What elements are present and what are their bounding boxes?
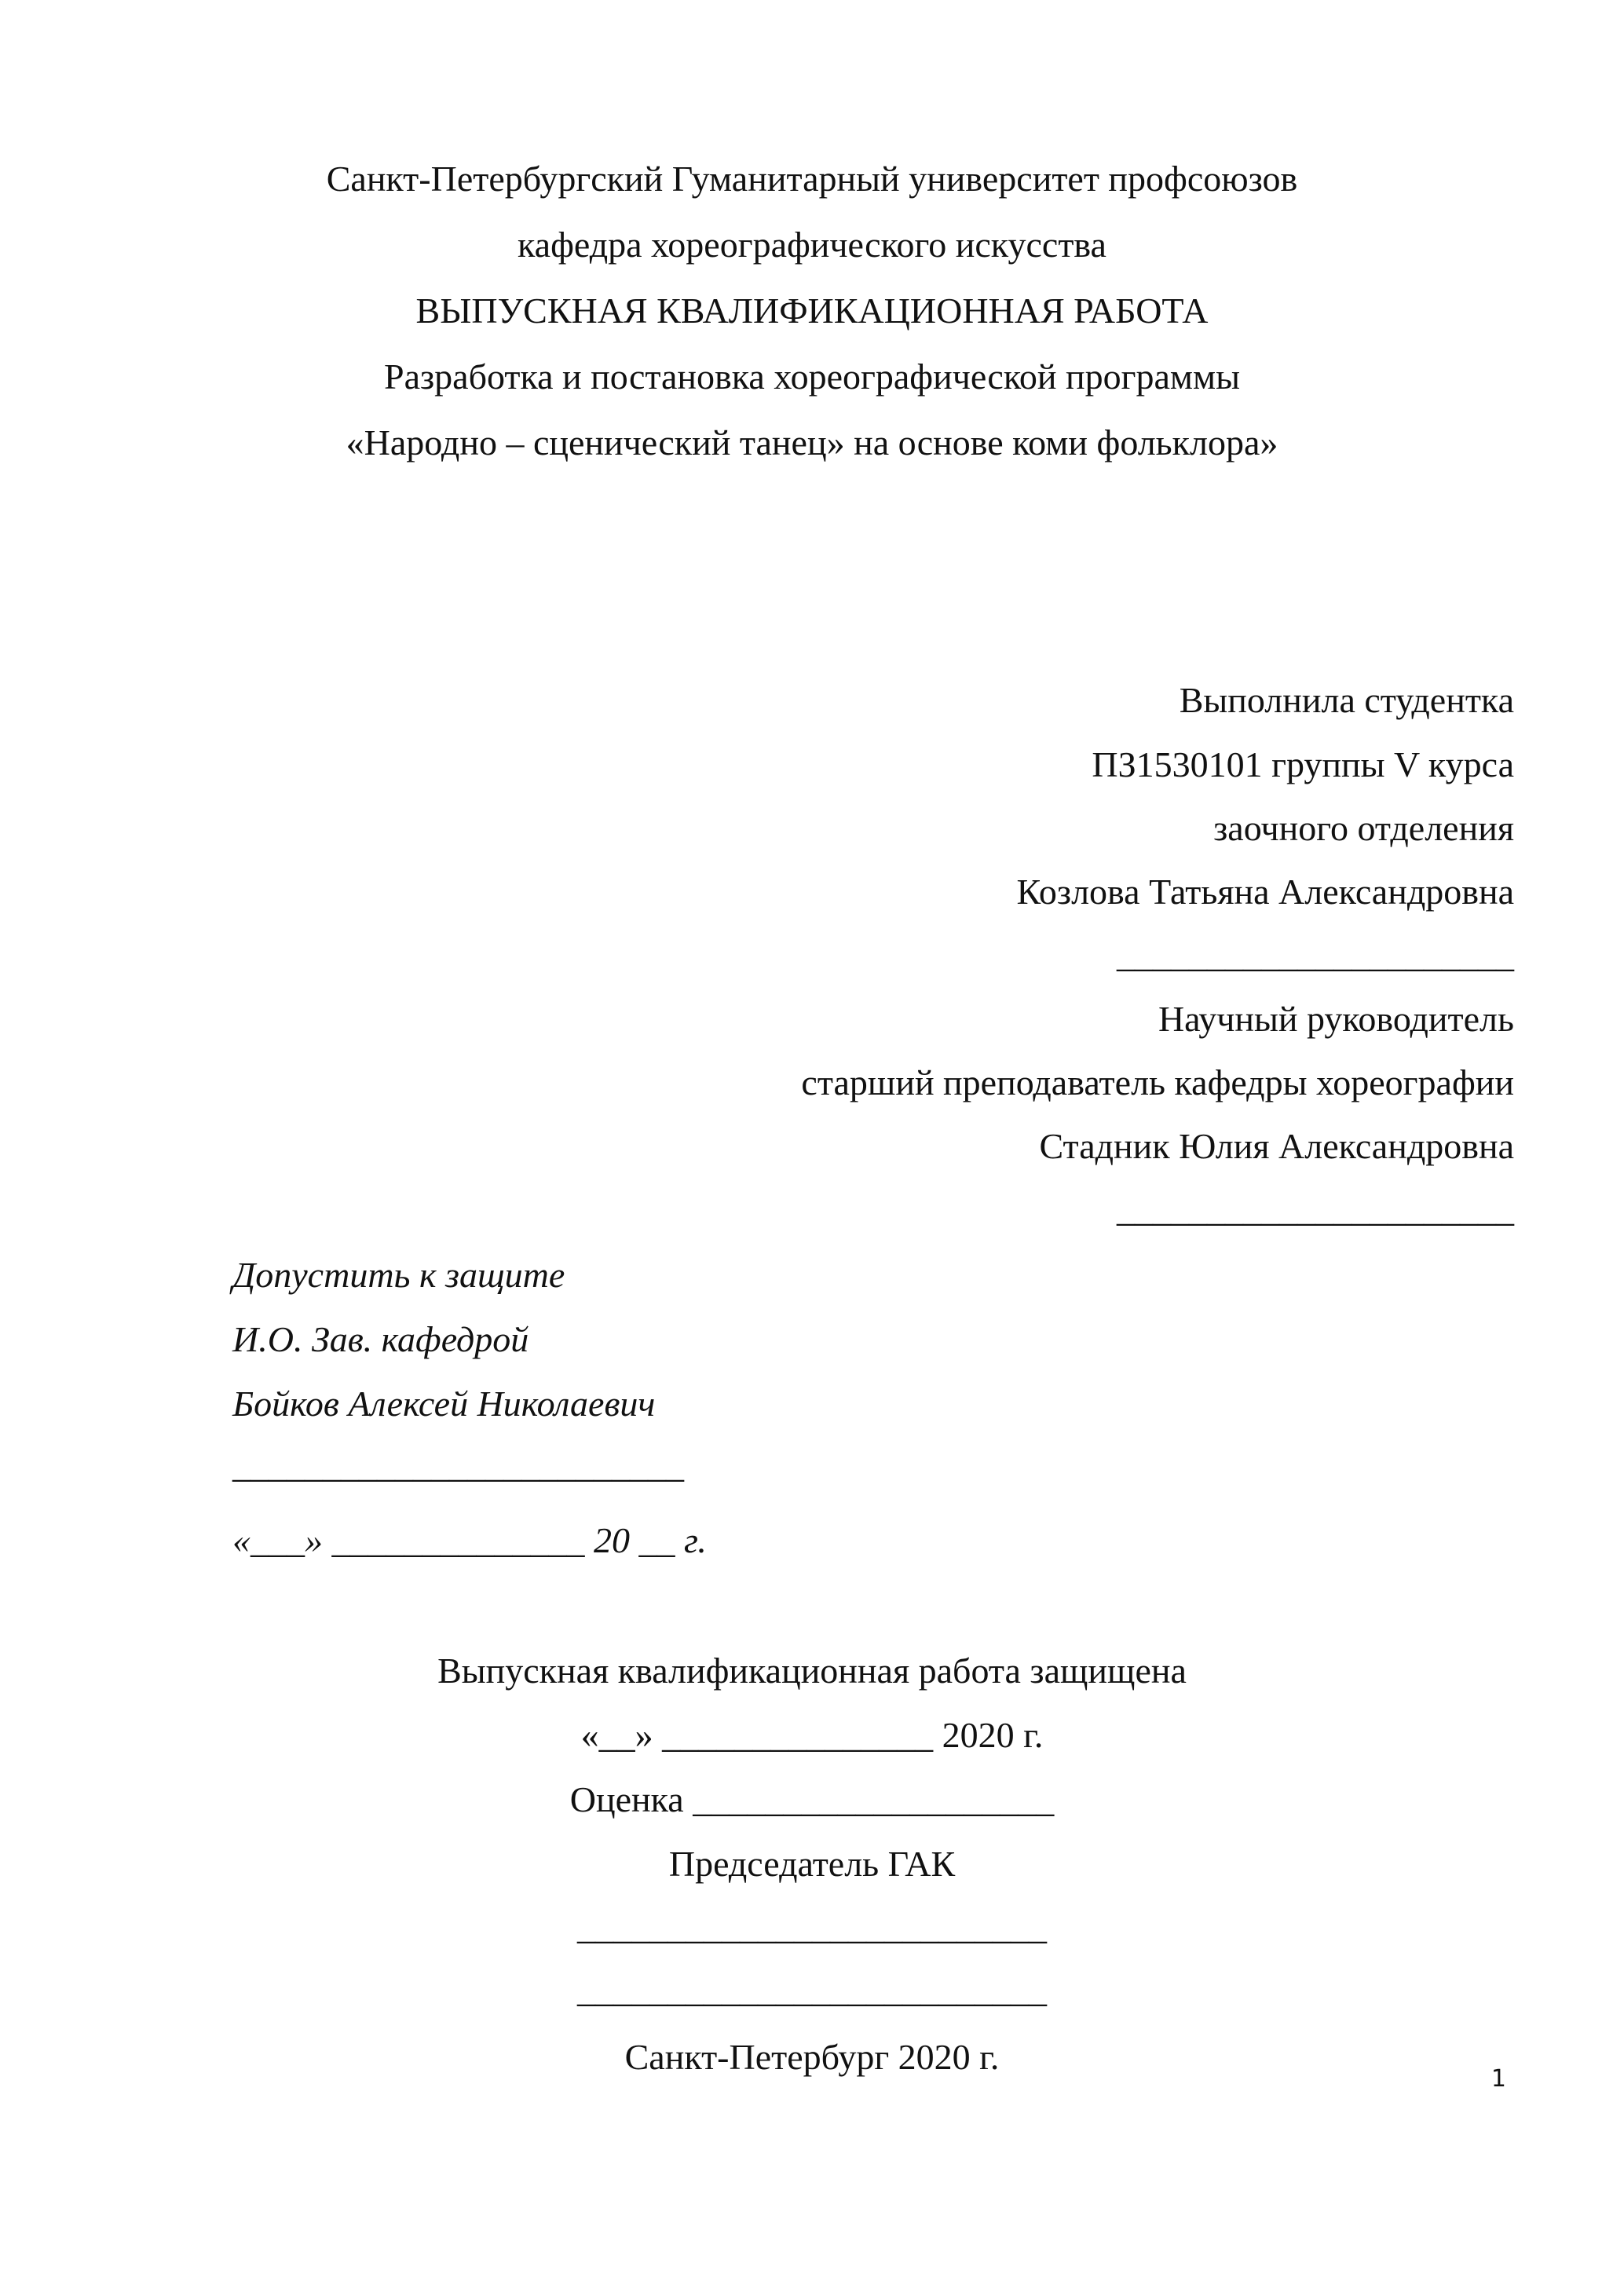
student-department: заочного отделения: [1213, 808, 1514, 848]
admission-signature-line: _________________________: [232, 1445, 684, 1485]
defense-grade-line: Оценка ____________________: [569, 1779, 1055, 1819]
department-name: кафедра хореографического искусства: [518, 225, 1106, 265]
student-group: ПЗ1530101 группы V курса: [1092, 744, 1514, 784]
city-year: Санкт-Петербург 2020 г.: [624, 2037, 1000, 2077]
student-label: Выполнила студентка: [1179, 680, 1514, 720]
supervisor-signature-line: ______________________: [1117, 1189, 1514, 1229]
admission-name: Бойков Алексей Николаевич: [232, 1384, 656, 1424]
page-number: 1: [1490, 2065, 1506, 2093]
defense-signature-line-1: __________________________: [577, 1907, 1047, 1947]
student-signature-line: ______________________: [1117, 934, 1514, 974]
supervisor-name: Стадник Юлия Александровна: [1039, 1126, 1514, 1166]
supervisor-label: Научный руководитель: [1158, 999, 1514, 1039]
defense-date-line: «__» _______________ 2020 г.: [580, 1715, 1044, 1755]
defense-label: Выпускная квалификационная работа защищена: [437, 1651, 1187, 1691]
supervisor-position: старший преподаватель кафедры хореографии: [801, 1062, 1514, 1102]
defense-chair-label: Председатель ГАК: [668, 1844, 956, 1884]
admission-label: Допустить к защите: [232, 1255, 565, 1295]
admission-date-line: «___» ______________ 20 __ г.: [232, 1520, 707, 1560]
work-type-title: ВЫПУСКНАЯ КВАЛИФИКАЦИОННАЯ РАБОТА: [415, 291, 1209, 331]
topic-line-2: «Народно – сценический танец» на основе коми фольклора»: [346, 422, 1278, 462]
admission-position: И.О. Зав. кафедрой: [232, 1319, 529, 1359]
defense-signature-line-2: __________________________: [577, 1969, 1047, 2009]
student-name: Козлова Татьяна Александровна: [1016, 872, 1514, 912]
university-name: Санкт-Петербургский Гуманитарный университет профсоюзов: [326, 159, 1298, 199]
topic-line-1: Разработка и постановка хореографической программы: [384, 356, 1240, 397]
